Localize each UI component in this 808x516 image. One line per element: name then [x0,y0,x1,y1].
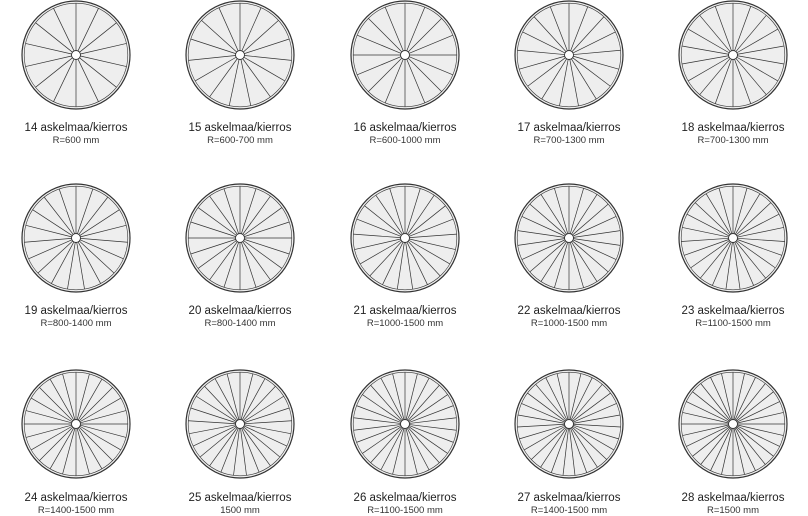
stair-circle-22 [494,183,644,295]
stair-title: 16 askelmaa/kierros [353,122,457,134]
stair-circle-28 [658,369,808,481]
stair-circle-24 [1,369,151,481]
stair-title: 22 askelmaa/kierros [517,305,621,317]
stair-title: 17 askelmaa/kierros [517,122,621,134]
stair-title: 23 askelmaa/kierros [681,305,785,317]
stair-circle-26 [330,369,480,481]
center-post [729,234,738,243]
stair-circle-20 [165,183,315,295]
center-post [236,51,245,60]
stair-radius: R=1400-1500 mm [37,505,115,516]
stair-radius: R=1100-1500 mm [367,505,443,516]
stair-radius: R=600-1000 mm [369,135,441,146]
center-post [236,420,245,429]
stair-radius: R=800-1400 mm [204,318,276,329]
stair-circle-23 [658,183,808,295]
center-post [72,420,81,429]
center-post [72,234,81,243]
stair-circle-18 [658,0,808,112]
stair-title: 20 askelmaa/kierros [188,305,292,317]
center-post [565,420,574,429]
center-post [236,234,245,243]
stair-title: 15 askelmaa/kierros [188,122,292,134]
center-post [72,51,81,60]
stair-circle-17 [494,0,644,112]
stair-radius: R=600 mm [52,135,100,146]
stair-radius: R=800-1400 mm [40,318,112,329]
stair-radius: R=700-1300 mm [533,135,605,146]
stair-circle-14 [1,0,151,112]
stair-radius: R=1000-1500 mm [530,318,608,329]
stair-radius: R=1100-1500 mm [695,318,771,329]
stair-radius: 1500 mm [220,505,260,516]
stair-title: 25 askelmaa/kierros [188,492,292,504]
center-post [565,51,574,60]
center-post [729,51,738,60]
center-post [401,234,410,243]
stair-circle-19 [1,183,151,295]
center-post [401,420,410,429]
stair-radius: R=1400-1500 mm [530,505,608,516]
stair-title: 28 askelmaa/kierros [681,492,785,504]
stair-title: 24 askelmaa/kierros [24,492,128,504]
stair-circle-16 [330,0,480,112]
stair-radius: R=1500 mm [706,505,759,516]
stair-radius: R=600-700 mm [207,135,273,146]
stair-title: 27 askelmaa/kierros [517,492,621,504]
stair-title: 26 askelmaa/kierros [353,492,457,504]
stair-circle-27 [494,369,644,481]
stair-title: 14 askelmaa/kierros [24,122,128,134]
stair-title: 18 askelmaa/kierros [681,122,785,134]
stair-circle-15 [165,0,315,112]
center-post [401,51,410,60]
stair-circle-21 [330,183,480,295]
stair-title: 21 askelmaa/kierros [353,305,457,317]
stair-radius: R=700-1300 mm [697,135,769,146]
center-post [729,420,738,429]
stair-radius: R=1000-1500 mm [366,318,444,329]
center-post [565,234,574,243]
stair-circle-25 [165,369,315,481]
stair-title: 19 askelmaa/kierros [24,305,128,317]
